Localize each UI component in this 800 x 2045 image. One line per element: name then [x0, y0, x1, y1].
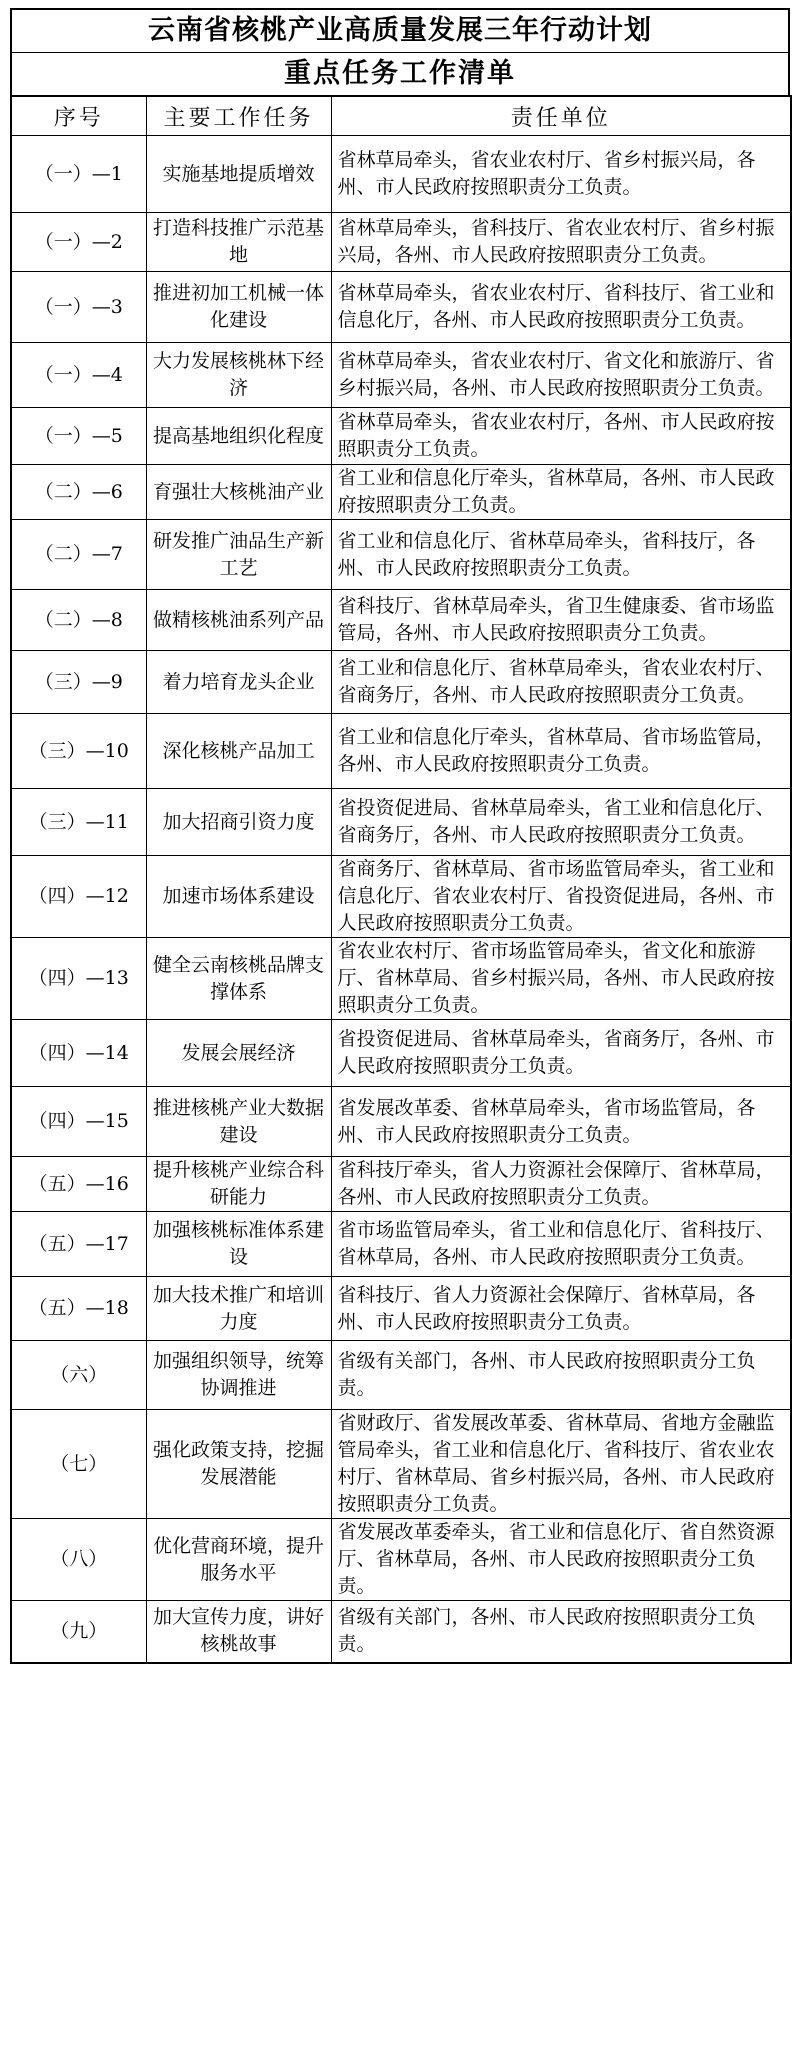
table-row: [11, 1277, 791, 1341]
row-task: 加强组织领导，统筹协调推进: [146, 1341, 331, 1410]
row-responsible-units: 省商务厅、省林草局、省市场监管局牵头，省工业和信息化厅、省农业农村厅、省投资促进局，各州、市人民政府按照职责分工负责。: [331, 856, 791, 938]
row-responsible-units: 省市场监管局牵头，省工业和信息化厅、省科技厅、省林草局，各州、市人民政府按照职责分工负责。: [331, 1212, 791, 1277]
row-number: （一）—1: [11, 136, 146, 213]
title-block: [10, 8, 790, 95]
table-row: [11, 136, 791, 213]
table-row: [11, 465, 791, 520]
row-responsible-units: 省工业和信息化厅牵头，省林草局、省市场监管局，各州、市人民政府按照职责分工负责。: [331, 714, 791, 789]
row-responsible-units: 省科技厅牵头，省人力资源社会保障厅、省林草局，各州、市人民政府按照职责分工负责。: [331, 1157, 791, 1212]
task-table: [10, 95, 792, 1664]
row-task: 加大技术推广和培训力度: [146, 1277, 331, 1341]
document-subtitle: 重点任务工作清单: [12, 52, 788, 95]
row-number: （二）—8: [11, 590, 146, 651]
row-task: 健全云南核桃品牌支撑体系: [146, 938, 331, 1020]
table-row: [11, 938, 791, 1020]
row-number: （一）—4: [11, 343, 146, 408]
row-task: 提高基地组织化程度: [146, 408, 331, 465]
row-responsible-units: 省财政厅、省发展改革委、省林草局、省地方金融监管局牵头，省工业和信息化厅、省科技厅、省农业农村厅、省林草局、省乡村振兴局，各州、市人民政府按照职责分工负责。: [331, 1410, 791, 1519]
table-row: [11, 1212, 791, 1277]
row-task: 育强壮大核桃油产业: [146, 465, 331, 520]
table-row: [11, 520, 791, 590]
row-responsible-units: 省投资促进局、省林草局牵头，省工业和信息化厅、省商务厅，各州、市人民政府按照职责分工负责。: [331, 789, 791, 856]
row-task: 提升核桃产业综合科研能力: [146, 1157, 331, 1212]
row-task: 加大宣传力度，讲好核桃故事: [146, 1601, 331, 1663]
row-responsible-units: 省发展改革委、省林草局牵头，省市场监管局，各州、市人民政府按照职责分工负责。: [331, 1087, 791, 1157]
row-task: 加大招商引资力度: [146, 789, 331, 856]
row-responsible-units: 省林草局牵头，省农业农村厅、省文化和旅游厅、省乡村振兴局，各州、市人民政府按照职责分工负责。: [331, 343, 791, 408]
row-responsible-units: 省林草局牵头，省农业农村厅、省乡村振兴局，各州、市人民政府按照职责分工负责。: [331, 136, 791, 213]
row-responsible-units: 省发展改革委牵头，省工业和信息化厅、省自然资源厅、省林草局，各州、市人民政府按照职责分工负责。: [331, 1519, 791, 1601]
row-responsible-units: 省农业农村厅、省市场监管局牵头，省文化和旅游厅、省林草局、省乡村振兴局，各州、市人民政府按照职责分工负责。: [331, 938, 791, 1020]
table-row: [11, 590, 791, 651]
table-row: [11, 1410, 791, 1519]
table-row: [11, 272, 791, 343]
row-number: （五）—16: [11, 1157, 146, 1212]
row-task: 发展会展经济: [146, 1020, 331, 1087]
row-task: 推进核桃产业大数据建设: [146, 1087, 331, 1157]
table-row: [11, 714, 791, 789]
row-number: （六）: [11, 1341, 146, 1410]
table-row: [11, 856, 791, 938]
row-responsible-units: 省投资促进局、省林草局牵头，省商务厅，各州、市人民政府按照职责分工负责。: [331, 1020, 791, 1087]
row-number: （四）—12: [11, 856, 146, 938]
row-task: 推进初加工机械一体化建设: [146, 272, 331, 343]
table-header-row: [11, 96, 791, 136]
document-title: 云南省核桃产业高质量发展三年行动计划: [148, 15, 652, 46]
table-row: [11, 343, 791, 408]
table-row: [11, 651, 791, 714]
row-responsible-units: 省科技厅、省人力资源社会保障厅、省林草局，各州、市人民政府按照职责分工负责。: [331, 1277, 791, 1341]
row-task: 着力培育龙头企业: [146, 651, 331, 714]
table-body: [11, 136, 791, 1663]
row-number: （四）—14: [11, 1020, 146, 1087]
row-responsible-units: 省工业和信息化厅牵头，省林草局，各州、市人民政府按照职责分工负责。: [331, 465, 791, 520]
header-task: 主要工作任务: [146, 96, 331, 136]
row-task: 大力发展核桃林下经济: [146, 343, 331, 408]
row-number: （三）—10: [11, 714, 146, 789]
table-row: [11, 408, 791, 465]
row-responsible-units: 省林草局牵头，省农业农村厅，各州、市人民政府按照职责分工负责。: [331, 408, 791, 465]
row-number: （三）—11: [11, 789, 146, 856]
row-number: （九）: [11, 1601, 146, 1663]
table-row: [11, 1020, 791, 1087]
row-number: （一）—2: [11, 213, 146, 272]
row-number: （一）—3: [11, 272, 146, 343]
row-number: （二）—7: [11, 520, 146, 590]
row-task: 加速市场体系建设: [146, 856, 331, 938]
row-number: （四）—13: [11, 938, 146, 1020]
row-number: （四）—15: [11, 1087, 146, 1157]
table-row: [11, 1601, 791, 1663]
table-row: [11, 1087, 791, 1157]
row-task: 打造科技推广示范基地: [146, 213, 331, 272]
row-responsible-units: 省科技厅、省林草局牵头，省卫生健康委、省市场监管局，各州、市人民政府按照职责分工负责。: [331, 590, 791, 651]
row-responsible-units: 省工业和信息化厅、省林草局牵头，省农业农村厅、省商务厅，各州、市人民政府按照职责分工负责。: [331, 651, 791, 714]
table-row: [11, 1519, 791, 1601]
row-responsible-units: 省级有关部门，各州、市人民政府按照职责分工负责。: [331, 1601, 791, 1663]
table-row: [11, 1157, 791, 1212]
table-row: [11, 1341, 791, 1410]
row-number: （二）—6: [11, 465, 146, 520]
row-task: 实施基地提质增效: [146, 136, 331, 213]
row-task: 优化营商环境，提升服务水平: [146, 1519, 331, 1601]
row-number: （五）—17: [11, 1212, 146, 1277]
row-responsible-units: 省工业和信息化厅、省林草局牵头，省科技厅，各州、市人民政府按照职责分工负责。: [331, 520, 791, 590]
row-task: 加强核桃标准体系建设: [146, 1212, 331, 1277]
header-resp: 责任单位: [331, 96, 791, 136]
table-row: [11, 213, 791, 272]
row-number: （三）—9: [11, 651, 146, 714]
row-task: 做精核桃油系列产品: [146, 590, 331, 651]
row-number: （五）—18: [11, 1277, 146, 1341]
row-responsible-units: 省林草局牵头，省科技厅、省农业农村厅、省乡村振兴局，各州、市人民政府按照职责分工负责。: [331, 213, 791, 272]
row-number: （七）: [11, 1410, 146, 1519]
header-num: 序号: [11, 96, 146, 136]
row-number: （八）: [11, 1519, 146, 1601]
row-task: 强化政策支持，挖掘发展潜能: [146, 1410, 331, 1519]
row-task: 深化核桃产品加工: [146, 714, 331, 789]
table-row: [11, 789, 791, 856]
row-number: （一）—5: [11, 408, 146, 465]
row-responsible-units: 省林草局牵头，省农业农村厅、省科技厅、省工业和信息化厅，各州、市人民政府按照职责分工负责。: [331, 272, 791, 343]
row-responsible-units: 省级有关部门，各州、市人民政府按照职责分工负责。: [331, 1341, 791, 1410]
task-list-sheet: [10, 8, 790, 1664]
row-task: 研发推广油品生产新工艺: [146, 520, 331, 590]
